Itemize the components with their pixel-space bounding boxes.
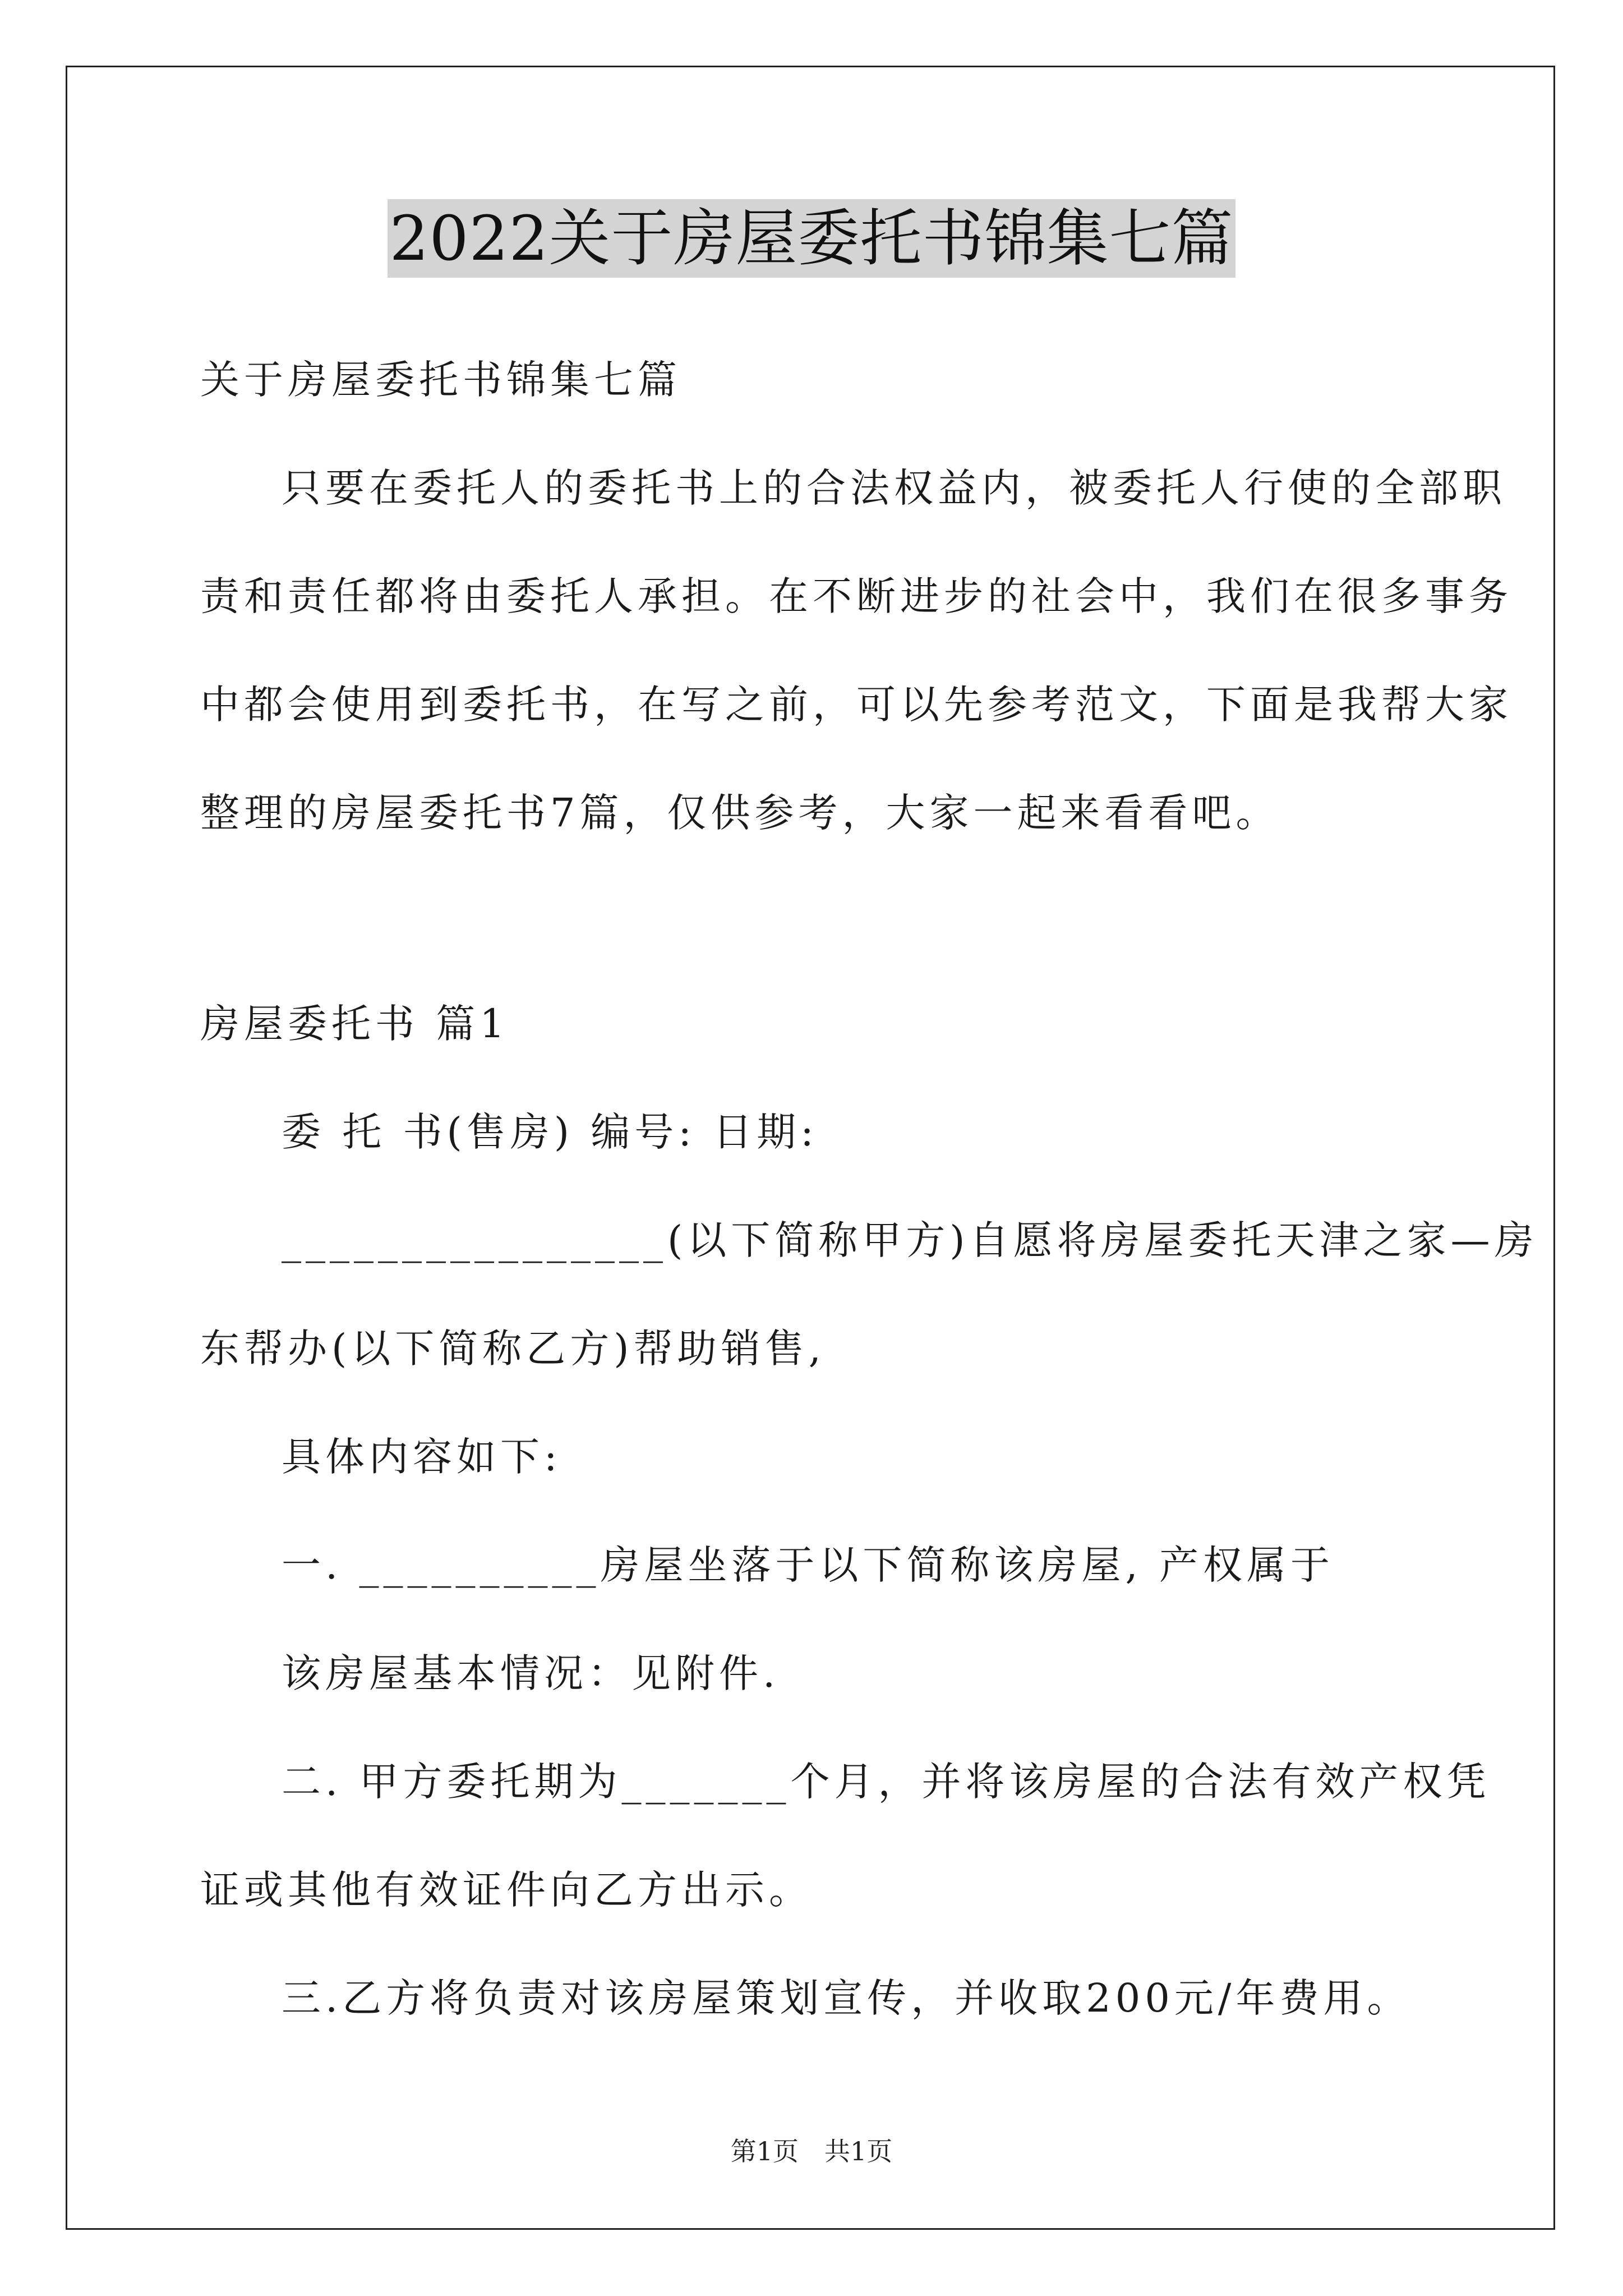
paragraph-line: 委 托 书(售房) 编号: 日期: [282,1109,818,1155]
subtitle-line: 关于房屋委托书锦集七篇 [200,357,681,403]
paragraph-line: 该房屋基本情况：见附件. [282,1650,780,1696]
page-total: 共1页 [824,2136,893,2166]
paragraph-line: 只要在委托人的委托书上的合法权益内，被委托人行使的全部职 [282,465,1506,511]
paragraph-line: 具体内容如下: [282,1434,562,1480]
paragraph-line: 东帮办(以下简称乙方)帮助销售, [200,1326,826,1372]
paragraph-line: 证或其他有效证件向乙方出示。 [200,1867,813,1913]
paragraph-line: 整理的房屋委托书7篇，仅供参考，大家一起来看看吧。 [200,790,1280,836]
title-container [0,199,1623,278]
page-number: 第1页 [730,2136,799,2166]
section-heading: 房屋委托书 篇1 [200,1001,509,1047]
page-footer [0,2134,1623,2168]
paragraph-line: 三.乙方将负责对该房屋策划宣传，并收取200元/年费用。 [282,1975,1411,2021]
paragraph-line: 一. __________房屋坐落于以下简称该房屋, 产权属于 [282,1542,1335,1588]
document-title: 2022关于房屋委托书锦集七篇 [388,199,1236,278]
paragraph-line: 责和责任都将由委托人承担。在不断进步的社会中，我们在很多事务 [200,573,1513,619]
paragraph-line: ________________(以下简称甲方)自愿将房屋委托天津之家—房 [282,1217,1538,1263]
paragraph-line: 二. 甲方委托期为_______个月，并将该房屋的合法有效产权凭 [282,1759,1491,1805]
paragraph-line: 中都会使用到委托书，在写之前，可以先参考范文，下面是我帮大家 [200,682,1513,728]
